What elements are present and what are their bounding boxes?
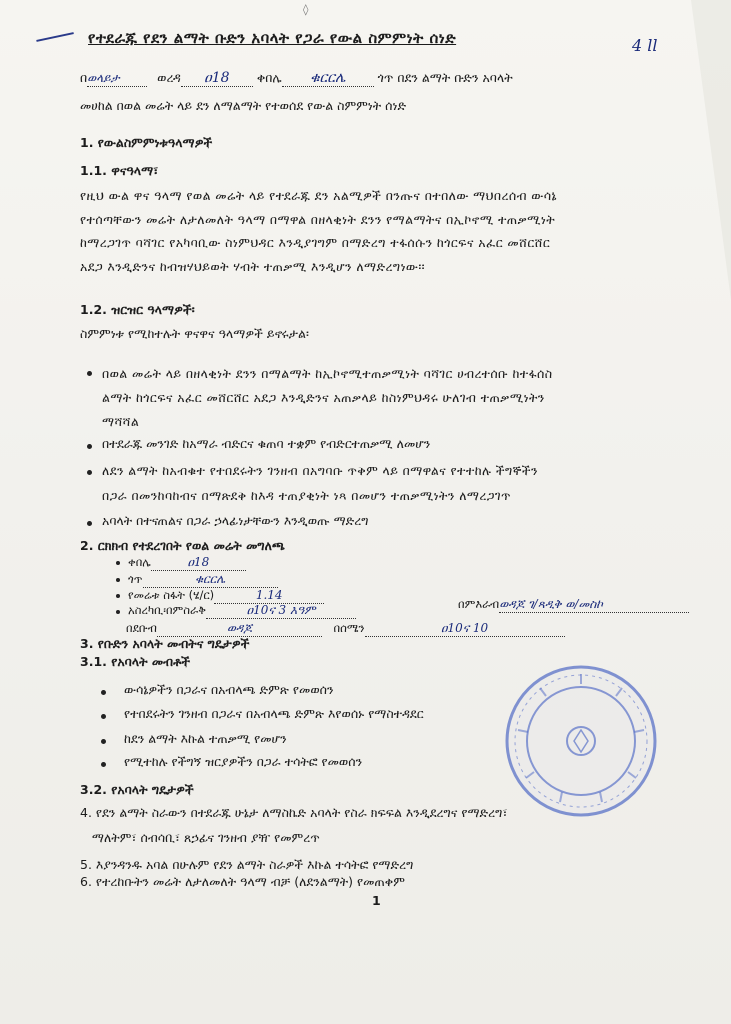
bullet-line: ማሻሻል: [102, 414, 140, 429]
pen-stroke: [36, 32, 73, 41]
right-item: ከደን ልማት እኩል ተጠቃሚ የመሆን: [124, 731, 287, 746]
right-item: የተበደሩትን ገንዘብ በጋራና በአብላጫ ድምጽ እየወሰኑ የማስተዳደር: [124, 706, 424, 721]
bullet-dot: [101, 714, 106, 719]
land-got: ጎጥ ቁርርሌ: [128, 571, 278, 588]
section-2-heading: 2. ርክክብ የተደረገበት የወል መሬት መግለጫ: [80, 538, 285, 553]
section-3-heading: 3. የቡድን አባላት መብትና ግዴታዎች: [80, 636, 250, 651]
item-5: 5. እያንዳንዱ አባል በሁሉም የደን ልማት ስራዎች እኩል ተሳትፎ የማድረግ: [80, 857, 414, 872]
bullet-item: አባላት በተናጠልና በጋራ ኃላፊነታቸውን እንዲወጡ ማድረግ: [102, 513, 369, 528]
bullet-dot: [87, 444, 92, 449]
land-kebele: ቀበሌ ዐ18: [128, 554, 246, 571]
intro-line-1: በወላይታ ወረዳ ዐ18 ቀበሌ ቁርርሌ ጎጥ በደን ልማት ቡድን አባላት: [80, 70, 513, 86]
bullet-dot: [116, 578, 120, 582]
section-1-1-paragraph: [80, 184, 557, 278]
bullet-dot: [116, 610, 120, 614]
bullet-line: በወል መሬት ላይ በዘላቂነት ደንን በማልማት ከኢኮኖሚተጠቃሚነት ባሻገር ሀብረተሰቡ ከተፋሰስ: [102, 366, 553, 381]
bullet-dot: [87, 371, 92, 376]
bullet-item: [102, 458, 538, 508]
land-east-boundary: አስረካቢ፡በምስራቅ ዐ10ና 3 እዓም: [128, 602, 356, 619]
paragraph-line: ከማረጋገጥ ባሻገር የአካባቢው ስነምህዳር እንዲያገግም በማድረግ ተፋሰሱን ከጎርፍና አፈር መሸርሸር: [80, 235, 551, 250]
bullet-dot: [101, 690, 106, 695]
page-fold-shadow: [691, 0, 731, 300]
intro-line-2: መሀከል በወል መሬት ላይ ደን ለማልማት የተወሰደ የውል ስምምነት ሰነድ: [80, 98, 407, 113]
bullet-item: [102, 362, 552, 434]
land-area: የመሬቱ ስፋት (ሄ/ር) 1.14: [128, 587, 324, 604]
section-1-2-heading: 1.2. ዝርዝር ዓላማዎች፡: [80, 302, 195, 317]
bullet-line: በጋራ በመንከባከብና በማጽደቅ ከእዳ ተጠያቂነት ነጻ በመሆን ተጠቃሚነትን ለማረጋገጥ: [102, 488, 511, 503]
section-3-2-heading: 3.2. የአባላት ግዴታዎች: [80, 782, 194, 797]
document-title: የተደራጁ የደን ልማት ቡድን አባላት የጋራ የውል ስምምነት ሰነድ: [88, 29, 457, 47]
bullet-line: ለደን ልማት ከአብቁተ የተበደሩትን ገንዘብ በአግባቡ ጥቅም ላይ በማዋልና የተተከሉ ችግኞችን: [102, 463, 538, 478]
land-west-boundary: በምእራብወዳጆ ገ/ጻዲቅ ወ/መስኮ: [458, 596, 689, 613]
section-1-2-intro: ስምምነቱ የሚከተሉት ዋናዋና ዓላማዎች ይኖሩታል፡: [80, 326, 309, 341]
bullet-dot: [101, 739, 106, 744]
page-number: 1: [372, 893, 381, 908]
bullet-dot: [101, 762, 106, 767]
paragraph-line: አደጋ እንዲድንና ከብዝሃህይወት ሃብት ተጠቃሚ እንዲሆን ለማድረግነው፡፡: [80, 258, 426, 274]
bullet-item: በተደራጁ መንገድ ከአማራ ብድርና ቁጠባ ተቋም የብድርተጠቃሚ ለመሆን: [102, 436, 431, 451]
bullet-dot: [87, 521, 92, 526]
section-3-1-heading: 3.1. የአባላት መብቶች: [80, 654, 191, 669]
bullet-dot: [87, 470, 92, 475]
bullet-line: ልማት ከጎርፍና አፈር መሸርሸር አደጋ እንዲድንና አጠቃላይ ከስነምህዳሩ ሁለገብ ተጠቃሚነትን: [102, 390, 545, 405]
land-south-boundary: በደቡብ ወዳጆ በሰሜን ዐ10ና 10: [126, 620, 565, 637]
item-4-line-2: ማለትም፣ ሰብሳቢ፣ ጸኃፊና ገንዘብ ያዥ የመምረጥ: [80, 830, 320, 845]
item-4-line-1: 4. የደን ልማት ስራውን በተደራጁ ሁኔታ ለማስኬድ አባላት የስራ ክፍፍል እንዲደረግና የማድረግ፣: [80, 805, 508, 820]
paragraph-line: የተሰጣቸውን መሬት ለታለመለት ዓላማ በማዋል በዘላቂነት ደንን የማልማትና በኢኮኖሚ ተጠቃሚነት: [80, 211, 556, 227]
bullet-dot: [116, 594, 120, 598]
section-1-1-heading: 1.1. ዋናዓላማ፣: [80, 163, 159, 178]
paragraph-line: የዚህ ውል ዋና ዓላማ የወል መሬት ላይ የተደራጁ ደን አልሚዎች በንጡና በተበለው ማህበረሰብ ውሳኔ: [80, 188, 557, 203]
section-1-heading: 1. የውልስምምነቱዓላማዎች: [80, 135, 213, 150]
official-stamp: [500, 660, 662, 822]
item-6: 6. የተረከቡትን መሬት ለታለመለት ዓላማ ብቻ (ለደንልማት) የመጠቀም: [80, 874, 405, 889]
bullet-dot: [116, 561, 120, 565]
right-item: ውሳኔዎችን በጋራና በአብላጫ ድምጽ የመወሰን: [124, 682, 334, 697]
handwritten-mark: 4 ll: [632, 36, 658, 55]
right-item: የሚተከሉ የችግኝ ዝርያዎችን በጋራ ተሳትፎ የመወሰን: [124, 754, 363, 769]
top-mark: ◊: [303, 3, 309, 16]
